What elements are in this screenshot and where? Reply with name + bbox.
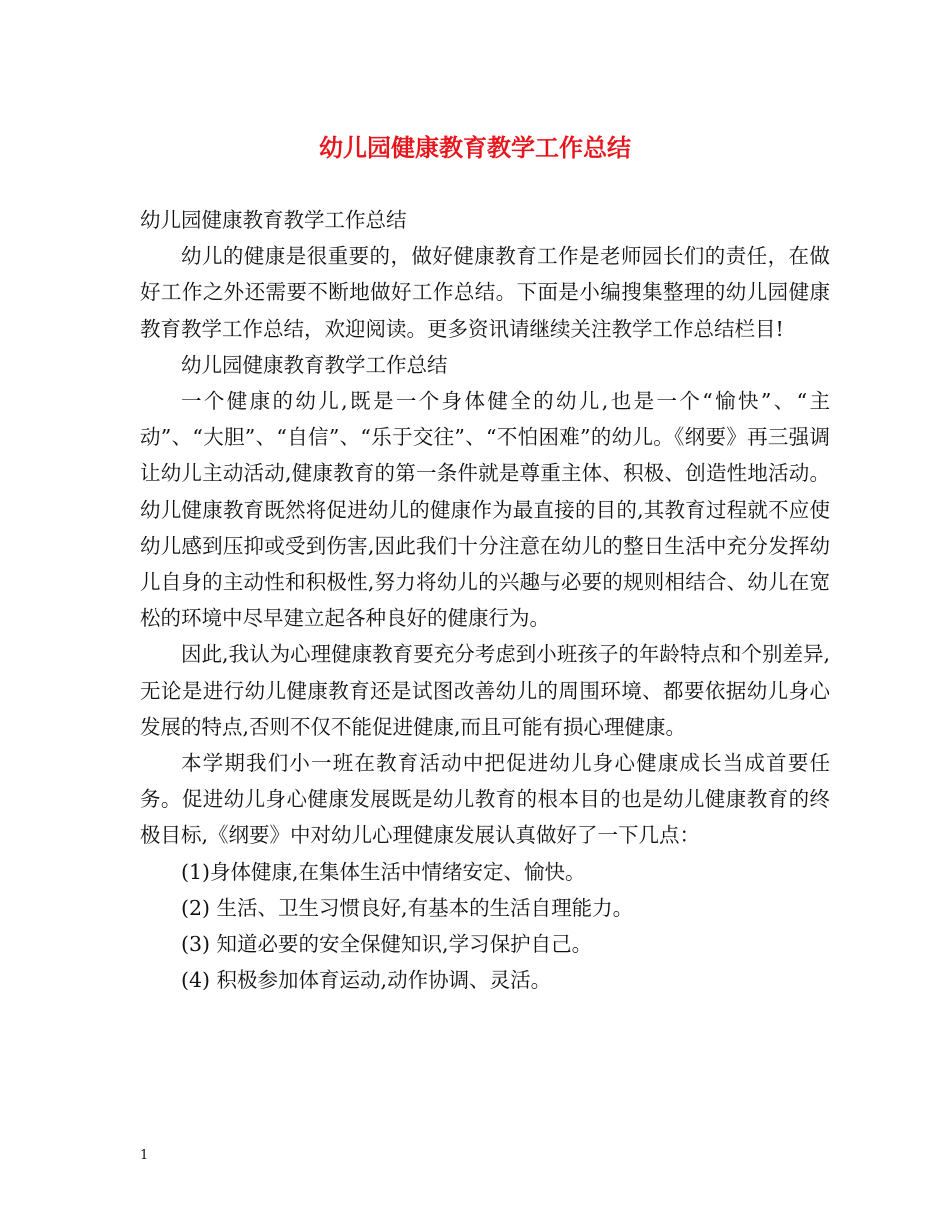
- list-item: (4) 积极参加体育运动,动作协调、灵活。: [181, 968, 552, 993]
- list-item: (2) 生活、卫生习惯良好,有基本的生活自理能力。: [181, 895, 634, 920]
- document-body: [140, 202, 830, 998]
- paragraph-semester-goal: 本学期我们小一班在教育活动中把促进幼儿身心健康成长当成首要任务。促进幼儿身心健康发展既是幼儿教育的根本目的也是幼儿健康教育的终极目标,《纲要》中对幼儿心理健康发展认真做好了一下几点：: [140, 751, 830, 848]
- list-item: (3) 知道必要的安全保健知识,学习保护自己。: [181, 932, 593, 957]
- paragraph-healthy-child: 一个健康的幼儿,既是一个身体健全的幼儿,也是一个“愉快”、“主动”、“大胆”、“自信”、“乐于交往”、“不怕困难”的幼儿。《纲要》再三强调让幼儿主动活动,健康教育的第一条件就是尊重主体、积极、创造性地活动。幼儿健康教育既然将促进幼儿的健康作为最直接的目的,其教育过程就不应使幼儿感到压抑或受到伤害,因此我们十分注意在幼儿的整日生活中充分发挥幼儿自身的主动性和积极性,努力将幼儿的兴趣与必要的规则相结合、幼儿在宽松的环境中尽早建立起各种良好的健康行为。: [140, 389, 830, 631]
- paragraph-subheading: 幼儿园健康教育教学工作总结: [181, 352, 448, 377]
- section-heading: 幼儿园健康教育教学工作总结: [140, 208, 407, 232]
- document-title: 幼儿园健康教育教学工作总结: [319, 134, 631, 162]
- list-item: (1)身体健康,在集体生活中情绪安定、愉快。: [181, 859, 586, 884]
- paragraph-intro: 幼儿的健康是很重要的，做好健康教育工作是老师园长们的责任，在做好工作之外还需要不断地做好工作总结。下面是小编搜集整理的幼儿园健康教育教学工作总结，欢迎阅读。更多资讯请继续关注教学工作总结栏目!: [140, 244, 830, 341]
- paragraph-mental-health: 因此,我认为心理健康教育要充分考虑到小班孩子的年龄特点和个别差异,无论是进行幼儿健康教育还是试图改善幼儿的周围环境、都要依据幼儿身心发展的特点,否则不仅不能促进健康,而且可能有损心理健康。: [140, 642, 830, 739]
- page-number: 1: [140, 1148, 149, 1163]
